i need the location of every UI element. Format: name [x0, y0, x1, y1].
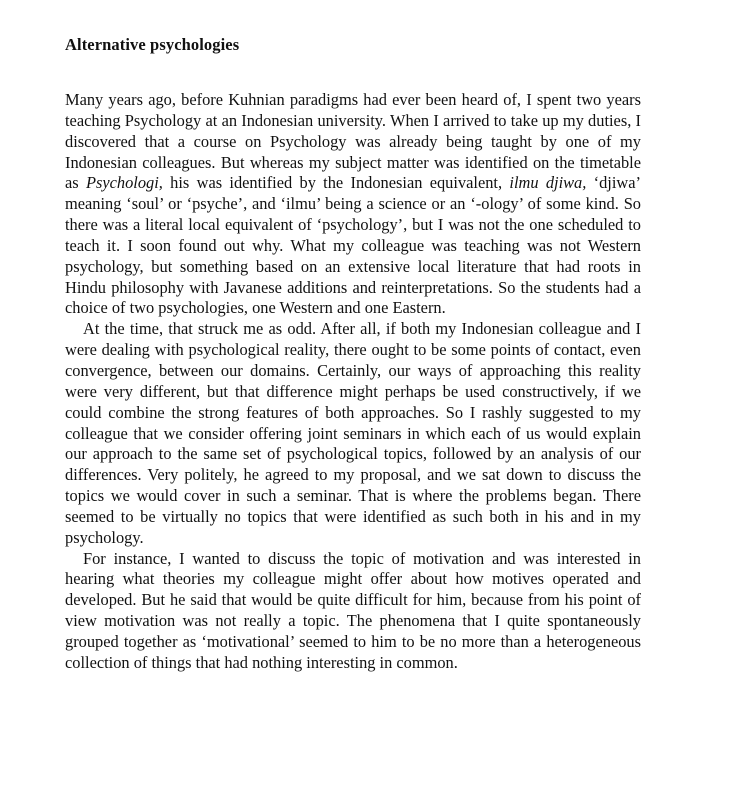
paragraph-2: At the time, that struck me as odd. After all, if both my Indonesian colleague and I were dealing with psychological reality, there ought to be some points of contact, even convergence, between our domains. Certainly, our ways of approaching this reality were very different, but that difference might perhaps be used constructively, if we could combine the strong features of both approaches. So I rashly suggested to my colleague that we consider offering joint seminars in which each of us would explain our approach to the same set of psychological topics, followed by an analysis of our differences. Very politely, he agreed to my proposal, and we sat down to discuss the topics we would cover in such a seminar. That is where the problems began. There seemed to be virtually no topics that were identified as such both in his and in my psychology. — [65, 319, 641, 547]
paragraph-3: For instance, I wanted to discuss the topic of motivation and was interested in hearing what theories my colleague might offer about how motives operated and developed. But he said that would be quite difficult for him, because from his point of view motivation was not really a topic. The phenomena that I quite spontaneously grouped together as ‘motivational’ seemed to him to be no more than a heterogeneous collection of things that had nothing interesting in common. — [65, 548, 641, 672]
paragraph-1-text-a: Many years ago, before Kuhnian paradigms had ever been heard of, I spent two years teaching Psychology at an Indonesian university. When I arrived to take up my duties, I discovered that a course on Psychology was already being taught by one of my Indonesian colleagues. But whereas my subject matter was identified on the timetable as — [65, 90, 641, 193]
paragraph-1-text-b: his was identified by the Indonesian equivalent, — [162, 173, 510, 193]
paragraph-1-term-ilmu-djiwa: ilmu djiwa, — [509, 173, 587, 193]
paragraph-1-term-psychologi: Psychologi, — [85, 173, 163, 193]
section-heading: Alternative psychologies — [65, 35, 240, 54]
paragraph-1-text-c: ‘djiwa’ meaning ‘soul’ or ‘psyche’, and ‘ilmu’ being a science or an ‘-ology’ of some kind. So there was a literal local equivalent of ‘psychology’, but I was not the one scheduled to teach it. I soon found out why. What my colleague was teaching was not Western psychology, but something based on an extensive local literature that had roots in Hindu philosophy with Javanese additions and reinterpretations. So the students had a choice of two psychologies, one Western and one Eastern. — [65, 173, 641, 318]
paragraph-1 — [65, 90, 641, 319]
body-text — [65, 90, 641, 674]
document-page — [65, 34, 641, 674]
